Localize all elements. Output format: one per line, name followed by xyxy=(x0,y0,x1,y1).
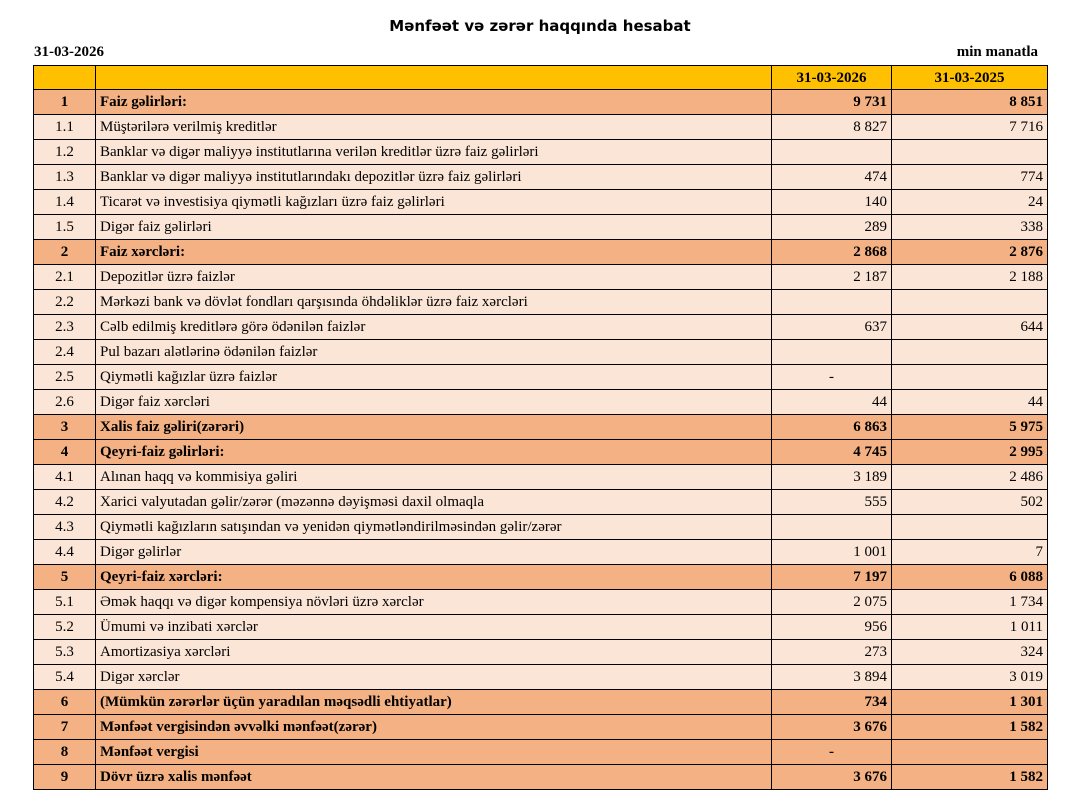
row-number: 5.4 xyxy=(34,665,96,690)
value-2025: 2 995 xyxy=(892,440,1048,465)
section-row xyxy=(34,240,1048,265)
value-2026: 7 197 xyxy=(772,565,892,590)
value-2026: 4 745 xyxy=(772,440,892,465)
value-2025: 3 019 xyxy=(892,665,1048,690)
row-number: 1.4 xyxy=(34,190,96,215)
value-2026: 637 xyxy=(772,315,892,340)
section-row xyxy=(34,715,1048,740)
row-number: 2.1 xyxy=(34,265,96,290)
table-row xyxy=(34,640,1048,665)
row-number: 6 xyxy=(34,690,96,715)
value-2026 xyxy=(772,515,892,540)
value-2026: 474 xyxy=(772,165,892,190)
row-number: 3 xyxy=(34,415,96,440)
row-number: 1 xyxy=(34,90,96,115)
value-2026: 734 xyxy=(772,690,892,715)
value-2025: 1 582 xyxy=(892,715,1048,740)
value-2025: 338 xyxy=(892,215,1048,240)
value-2026: - xyxy=(772,740,892,765)
table-row xyxy=(34,615,1048,640)
header-cell-2026: 31-03-2026 xyxy=(772,66,892,90)
value-2025: 24 xyxy=(892,190,1048,215)
table-row xyxy=(34,365,1048,390)
row-description: Pul bazarı alətlərinə ödənilən faizlər xyxy=(96,340,772,365)
value-2026: 140 xyxy=(772,190,892,215)
row-description: Qiymətli kağızların satışından və yenidən qiymətləndirilməsindən gəlir/zərər xyxy=(96,515,772,540)
value-2025: 2 188 xyxy=(892,265,1048,290)
value-2025 xyxy=(892,740,1048,765)
row-number: 2.5 xyxy=(34,365,96,390)
value-2025: 7 716 xyxy=(892,115,1048,140)
table-row xyxy=(34,115,1048,140)
row-description: Mərkəzi bank və dövlət fondları qarşısında öhdəliklər üzrə faiz xərcləri xyxy=(96,290,772,315)
header-cell-desc xyxy=(96,66,772,90)
section-row xyxy=(34,90,1048,115)
table-row xyxy=(34,140,1048,165)
row-number: 4 xyxy=(34,440,96,465)
table-row xyxy=(34,515,1048,540)
value-2025 xyxy=(892,340,1048,365)
row-description: Faiz gəlirləri: xyxy=(96,90,772,115)
row-description: Xarici valyutadan gəlir/zərər (məzənnə dəyişməsi daxil olmaqla xyxy=(96,490,772,515)
section-row xyxy=(34,690,1048,715)
table-row xyxy=(34,290,1048,315)
table-row xyxy=(34,540,1048,565)
table-row xyxy=(34,315,1048,340)
row-description: Digər gəlirlər xyxy=(96,540,772,565)
table-row xyxy=(34,490,1048,515)
value-2025: 1 301 xyxy=(892,690,1048,715)
table-row xyxy=(34,665,1048,690)
row-description: Cəlb edilmiş kreditlərə görə ödənilən faizlər xyxy=(96,315,772,340)
table-row xyxy=(34,590,1048,615)
row-description: Dövr üzrə xalis mənfəət xyxy=(96,765,772,790)
row-description: Depozitlər üzrə faizlər xyxy=(96,265,772,290)
value-2025 xyxy=(892,140,1048,165)
value-2026: 6 863 xyxy=(772,415,892,440)
row-number: 5 xyxy=(34,565,96,590)
section-row xyxy=(34,740,1048,765)
value-2026 xyxy=(772,290,892,315)
header-cell-no xyxy=(34,66,96,90)
table-header-row xyxy=(34,66,1048,90)
value-2026: 273 xyxy=(772,640,892,665)
value-2026: 3 894 xyxy=(772,665,892,690)
value-2025: 1 734 xyxy=(892,590,1048,615)
row-number: 5.3 xyxy=(34,640,96,665)
row-number: 1.5 xyxy=(34,215,96,240)
value-2025: 2 486 xyxy=(892,465,1048,490)
value-2025 xyxy=(892,365,1048,390)
row-number: 2.4 xyxy=(34,340,96,365)
table-row xyxy=(34,265,1048,290)
value-2026: 2 075 xyxy=(772,590,892,615)
value-2026: 289 xyxy=(772,215,892,240)
row-number: 2.6 xyxy=(34,390,96,415)
value-2026 xyxy=(772,140,892,165)
value-2025: 324 xyxy=(892,640,1048,665)
value-2026: 3 189 xyxy=(772,465,892,490)
value-2025: 7 xyxy=(892,540,1048,565)
value-2025: 502 xyxy=(892,490,1048,515)
row-number: 1.2 xyxy=(34,140,96,165)
value-2025: 1 582 xyxy=(892,765,1048,790)
value-2025 xyxy=(892,290,1048,315)
value-2025 xyxy=(892,515,1048,540)
value-2026: 44 xyxy=(772,390,892,415)
row-description: Digər faiz xərcləri xyxy=(96,390,772,415)
row-description: Banklar və digər maliyyə institutlarındakı depozitlər üzrə faiz gəlirləri xyxy=(96,165,772,190)
table-row xyxy=(34,340,1048,365)
row-number: 2.3 xyxy=(34,315,96,340)
section-row xyxy=(34,415,1048,440)
row-description: Digər xərclər xyxy=(96,665,772,690)
row-description: Mənfəət vergisindən əvvəlki mənfəət(zərər) xyxy=(96,715,772,740)
row-description: (Mümkün zərərlər üçün yaradılan məqsədli ehtiyatlar) xyxy=(96,690,772,715)
row-description: Amortizasiya xərcləri xyxy=(96,640,772,665)
report-title: Mənfəət və zərər haqqında hesabat xyxy=(389,17,691,35)
report-date: 31-03-2026 xyxy=(34,44,104,60)
table-row xyxy=(34,390,1048,415)
row-description: Müştərilərə verilmiş kreditlər xyxy=(96,115,772,140)
value-2026: 8 827 xyxy=(772,115,892,140)
row-number: 4.4 xyxy=(34,540,96,565)
row-number: 8 xyxy=(34,740,96,765)
table-row xyxy=(34,165,1048,190)
row-number: 4.2 xyxy=(34,490,96,515)
value-2026: - xyxy=(772,365,892,390)
row-description: Digər faiz gəlirləri xyxy=(96,215,772,240)
value-2025: 8 851 xyxy=(892,90,1048,115)
value-2025: 1 011 xyxy=(892,615,1048,640)
row-number: 2.2 xyxy=(34,290,96,315)
row-description: Ümumi və inzibati xərclər xyxy=(96,615,772,640)
row-description: Faiz xərcləri: xyxy=(96,240,772,265)
value-2026: 2 868 xyxy=(772,240,892,265)
section-row xyxy=(34,440,1048,465)
value-2026: 2 187 xyxy=(772,265,892,290)
value-2026: 1 001 xyxy=(772,540,892,565)
row-description: Qeyri-faiz xərcləri: xyxy=(96,565,772,590)
row-number: 5.1 xyxy=(34,590,96,615)
row-number: 4.3 xyxy=(34,515,96,540)
value-2025: 774 xyxy=(892,165,1048,190)
table-row xyxy=(34,215,1048,240)
row-description: Mənfəət vergisi xyxy=(96,740,772,765)
row-number: 9 xyxy=(34,765,96,790)
row-description: Xalis faiz gəliri(zərəri) xyxy=(96,415,772,440)
row-number: 1.1 xyxy=(34,115,96,140)
row-description: Ticarət və investisiya qiymətli kağızları üzrə faiz gəlirləri xyxy=(96,190,772,215)
table-row xyxy=(34,465,1048,490)
row-description: Alınan haqq və kommisiya gəliri xyxy=(96,465,772,490)
value-2025: 644 xyxy=(892,315,1048,340)
value-2026: 3 676 xyxy=(772,765,892,790)
row-number: 5.2 xyxy=(34,615,96,640)
value-2025: 2 876 xyxy=(892,240,1048,265)
value-2025: 5 975 xyxy=(892,415,1048,440)
header-cell-2025: 31-03-2025 xyxy=(892,66,1048,90)
value-2026: 9 731 xyxy=(772,90,892,115)
row-number: 1.3 xyxy=(34,165,96,190)
row-number: 2 xyxy=(34,240,96,265)
row-description: Əmək haqqı və digər kompensiya növləri üzrə xərclər xyxy=(96,590,772,615)
table-row xyxy=(34,190,1048,215)
value-2026: 3 676 xyxy=(772,715,892,740)
row-description: Banklar və digər maliyyə institutlarına verilən kreditlər üzrə faiz gəlirləri xyxy=(96,140,772,165)
row-number: 7 xyxy=(34,715,96,740)
row-number: 4.1 xyxy=(34,465,96,490)
income-statement-table xyxy=(33,65,1048,790)
currency-unit: min manatla xyxy=(956,44,1038,60)
value-2026 xyxy=(772,340,892,365)
value-2025: 6 088 xyxy=(892,565,1048,590)
section-row xyxy=(34,765,1048,790)
section-row xyxy=(34,565,1048,590)
value-2026: 956 xyxy=(772,615,892,640)
row-description: Qeyri-faiz gəlirləri: xyxy=(96,440,772,465)
row-description: Qiymətli kağızlar üzrə faizlər xyxy=(96,365,772,390)
value-2026: 555 xyxy=(772,490,892,515)
value-2025: 44 xyxy=(892,390,1048,415)
